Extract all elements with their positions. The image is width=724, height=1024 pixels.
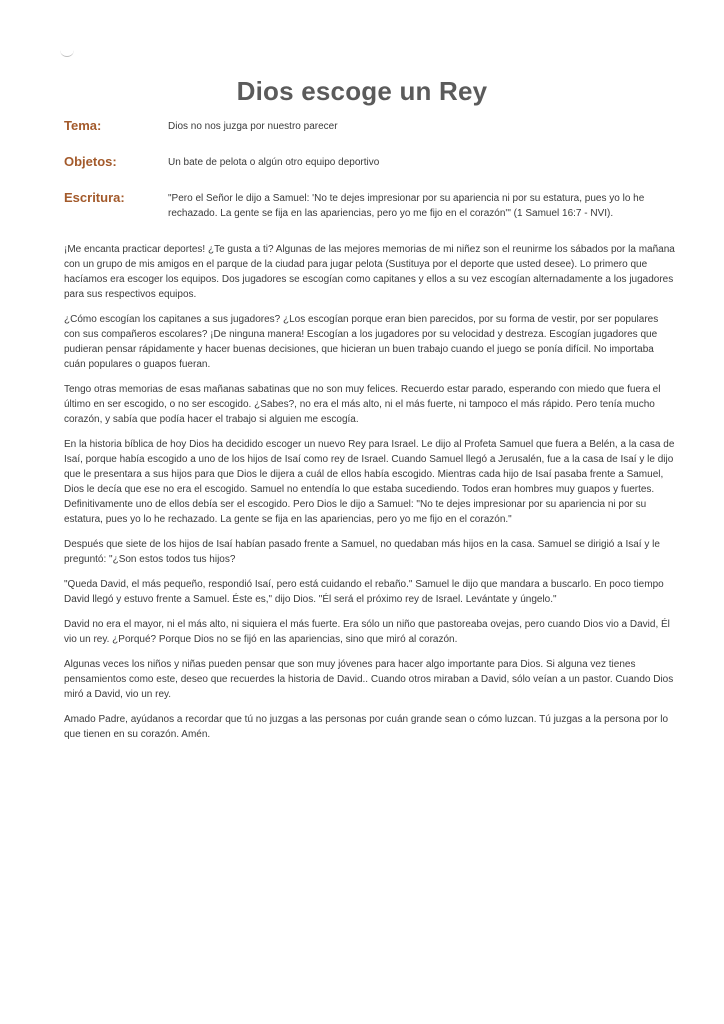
meta-value-escritura: "Pero el Señor le dijo a Samuel: 'No te dejes impresionar por su apariencia ni por su estatura, pues yo lo he rechazado. La gente se fija en las apariencias, pero yo me fijo en el corazón'" (1 Samuel 16:7 - NVI).: [168, 193, 645, 219]
closing-prayer: Amado Padre, ayúdanos a recordar que tú no juzgas a las personas por cuán grande sean o cómo luzcan. Tú juzgas a la persona por lo que tienen en su corazón. Amén.: [64, 714, 669, 740]
paragraph: Tengo otras memorias de esas mañanas sabatinas que no son muy felices. Recuerdo estar parado, esperando con miedo que fuera el último en ser escogido, o no ser escogido. ¿Sabes?, no era el más alto, ni el más fuerte, ni tampoco el más rápido. Pero tenía mucho corazón, y sabía que podía hacer el trabajo si alguien me escogía.: [64, 384, 661, 425]
paragraph: ¡Me encanta practicar deportes! ¿Te gusta a ti? Algunas de las mejores memorias de mi niñez son el reunirme los sábados por la mañana con un grupo de mis amigos en el parque de la ciudad para jugar pelota (Sustituya por el deporte que usted desee). Lo primero que hacíamos era escoger los equipos. Dos jugadores se escogían como capitanes y ellos a su vez escogían alternadamente a los jugadores para sus respectivos equipos.: [64, 244, 675, 300]
paragraph: Después que siete de los hijos de Isaí habían pasado frente a Samuel, no quedaban más hijos en la casa. Samuel se dirigió a Isaí y le preguntó: "¿Son estos todos tus hijos?: [64, 539, 660, 565]
meta-value-tema: Dios no nos juzga por nuestro parecer: [168, 121, 338, 132]
meta-label-tema: Tema:: [64, 118, 102, 133]
paragraph: David no era el mayor, ni el más alto, ni siquiera el más fuerte. Era sólo un niño que pastoreaba ovejas, pero cuando Dios vio a David, Él vio un rey. ¿Porqué? Porque Dios no se fijó en las apariencias, sino que miró al corazón.: [64, 619, 670, 645]
meta-label-escritura: Escritura:: [64, 190, 125, 205]
meta-value-objetos: Un bate de pelota o algún otro equipo deportivo: [168, 157, 380, 168]
paragraph: "Queda David, el más pequeño, respondió Isaí, pero está cuidando el rebaño." Samuel le dijo que mandara a buscarlo. En poco tiempo David llegó y estuvo frente a Samuel. Éste es," dijo Dios. "Él será el próximo rey de Israel. Levántate y úngelo.": [64, 579, 664, 605]
paragraph: Algunas veces los niños y niñas pueden pensar que son muy jóvenes para hacer algo importante para Dios. Si alguna vez tienes pensamientos como este, deseo que recuerdes la historia de David.. Cuando otros miraban a David, sólo veían a un pastor. Cuando Dios miró a David, vio un rey.: [64, 659, 674, 700]
paragraph: En la historia bíblica de hoy Dios ha decidido escoger un nuevo Rey para Israel. Le dijo al Profeta Samuel que fuera a Belén, a la casa de Isaí, porque había escogido a uno de los hijos de Isaí como rey de Israel. Cuando Samuel llegó a Jerusalén, fue a la casa de Isaí y le dijo que le presentara a sus hijos para que Dios le dijera a cuál de ellos había escogido. Mientras cada hijo de Isaí pasaba frente a Samuel, Dios le decía que ese no era el escogido. Samuel no entendía lo que estaba sucediendo. Todos eran hombres muy guapos y fuertes. Definitivamente uno de ellos debía ser el escogido. Pero Dios le dijo a Samuel: "No te dejes impresionar por su apariencia ni por su estatura, pues yo lo he rechazado. La gente se fija en las apariencias, pero yo me fijo en el corazón.": [64, 439, 675, 525]
meta-label-objetos: Objetos:: [64, 154, 117, 169]
lesson-body: [64, 242, 676, 752]
corner-mark: [60, 50, 74, 57]
document-title: Dios escoge un Rey: [236, 76, 488, 106]
paragraph: ¿Cómo escogían los capitanes a sus jugadores? ¿Los escogían porque eran bien parecidos, por su forma de vestir, por ser populares con sus compañeros escolares? ¡De ninguna manera! Escogían a los jugadores por su velocidad y destreza. Escogían jugadores que pudieran pensar rápidamente y hacer buenas decisiones, que hicieran un buen trabajo cuando el juego se ponía difícil. No importaba cuán populares o guapos fueran.: [64, 314, 659, 370]
